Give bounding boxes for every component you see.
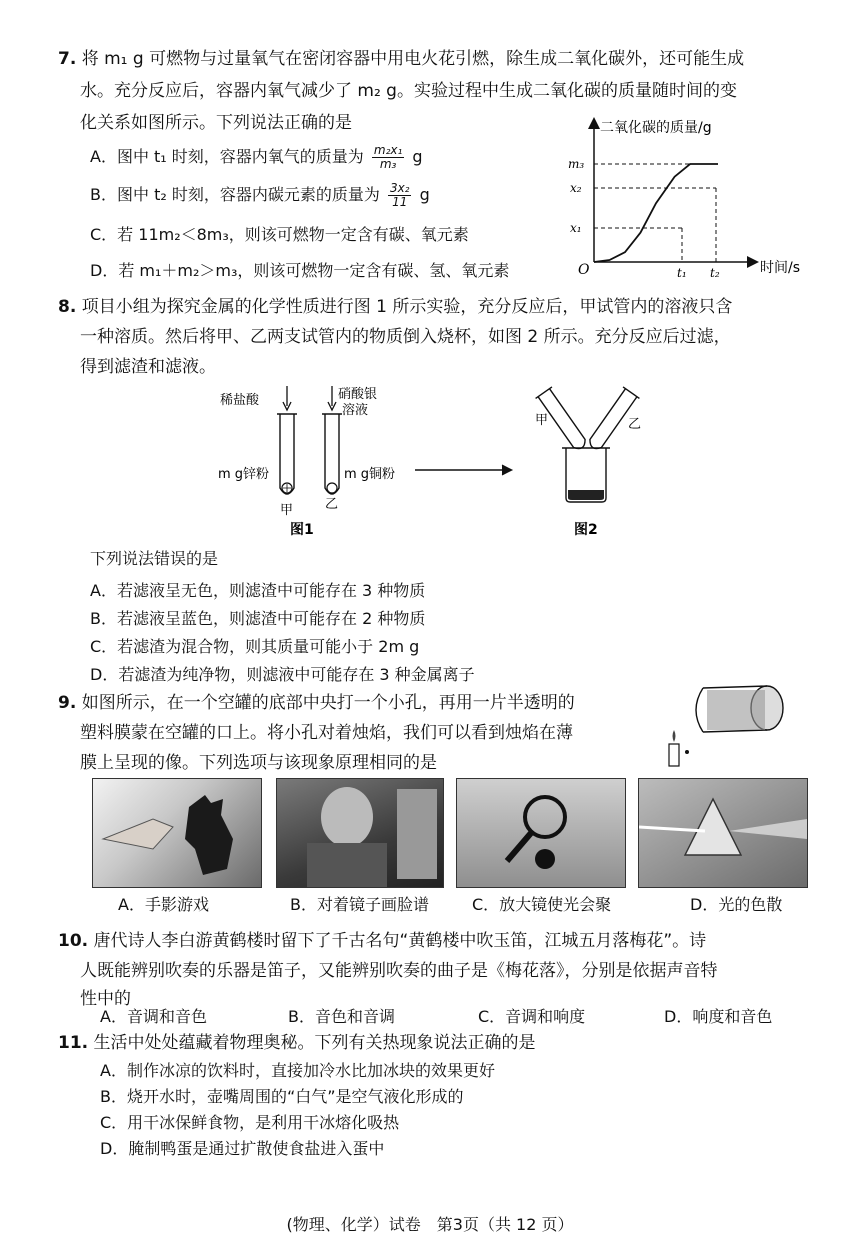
fig2-caption: 图2 (574, 522, 598, 538)
q8-line2: 一种溶质。然后将甲、乙两支试管内的物质倒入烧杯，如图 2 所示。充分反应后过滤， (80, 327, 731, 347)
fig1-copper-label: m g铜粉 (344, 467, 396, 482)
q7-b-numerator: 3x₂ (389, 181, 410, 195)
chart-xtick-t1: t₁ (677, 266, 687, 280)
fig2-tube-yi-label: 乙 (628, 417, 642, 432)
q11-option-b: B．烧开水时，壶嘴周围的“白气”是空气液化形成的 (100, 1087, 464, 1106)
photo-mirror-face-paint (276, 778, 444, 888)
q11-text-1: 生活中处处蕴藏着物理奥秘。下列有关热现象说法正确的是 (93, 1033, 536, 1053)
q9-line2: 塑料膜蒙在空罐的口上。将小孔对着烛焰，我们可以看到烛焰在薄 (80, 723, 573, 743)
q10-line3: 性中的 (80, 989, 131, 1009)
beaker (562, 448, 610, 502)
q8-line3: 得到滤渣和滤液。 (80, 357, 216, 377)
q11-option-d: D．腌制鸭蛋是通过扩散使食盐进入蛋中 (100, 1139, 385, 1158)
q9-option-b: B．对着镜子画脸谱 (290, 895, 429, 914)
chart-ytick-m3: m₃ (568, 157, 585, 171)
q7-b-fraction (388, 182, 412, 209)
chart-xtick-t2: t₂ (710, 266, 720, 280)
q7-b-unit: g (419, 185, 430, 204)
q7-b-text: B．图中 t₂ 时刻，容器内碳元素的质量为 (90, 185, 380, 204)
q8-option-b: B．若滤液呈蓝色，则滤渣中可能存在 2 种物质 (90, 609, 426, 628)
q10-option-a: A．音调和音色 (100, 1007, 207, 1026)
q7-a-text: A．图中 t₁ 时刻，容器内氧气的质量为 (90, 147, 364, 166)
q10-line1 (58, 930, 706, 952)
fig2-tube-jia-label: 甲 (535, 413, 549, 428)
photo-magnifier-focus (456, 778, 626, 888)
q9-text-1: 如图所示，在一个空罐的底部中央打一个小孔，再用一片半透明的 (81, 693, 575, 713)
q9-option-c: C．放大镜使光会聚 (472, 895, 612, 914)
page-footer: (物理、化学）试卷 第3页（共 12 页） (286, 1215, 574, 1234)
q8-option-a: A．若滤液呈无色，则滤渣中可能存在 3 种物质 (90, 581, 426, 600)
q7-option-d: D．若 m₁＋m₂＞m₃，则该可燃物一定含有碳、氢、氧元素 (90, 261, 510, 280)
q8-text-1: 项目小组为探究金属的化学性质进行图 1 所示实验，充分反应后，甲试管内的溶液只含 (81, 297, 733, 317)
q10-line2: 人既能辨别吹奏的乐器是笛子，又能辨别吹奏的曲子是《梅花落》，分别是依据声音特 (80, 961, 718, 981)
q8-stem: 下列说法错误的是 (90, 549, 219, 568)
q7-number: 7. (58, 49, 77, 69)
q8-figures (190, 378, 670, 538)
test-tube-yi (322, 414, 342, 494)
photo-hand-shadow (92, 778, 262, 888)
chart-origin: O (578, 262, 590, 278)
co2-mass-chart (560, 112, 810, 287)
q10-text-1: 唐代诗人李白游黄鹤楼时留下了千古名句“黄鹤楼中吹玉笛，江城五月落梅花”。诗 (93, 931, 707, 951)
fig1-tube-yi-label: 乙 (325, 497, 339, 512)
q10-option-c: C．音调和响度 (478, 1007, 586, 1026)
q9-number: 9. (58, 693, 77, 713)
q7-a-denominator: m₃ (379, 157, 397, 171)
q10-option-b: B．音色和音调 (288, 1007, 395, 1026)
chart-y-label: 二氧化碳的质量/g (600, 120, 712, 136)
q9-line1 (58, 692, 575, 714)
pinhole-can-illustration (655, 682, 805, 772)
q7-line2: 水。充分反应后，容器内氧气减少了 m₂ g。实验过程中生成二氧化碳的质量随时间的变 (80, 81, 737, 101)
q10-number: 10. (58, 931, 89, 951)
photo-light-dispersion (638, 778, 808, 888)
fig1-agno3-label-1: 硝酸银 (338, 387, 378, 402)
test-tube-jia (277, 414, 297, 494)
q7-line3: 化关系如图所示。下列说法正确的是 (80, 113, 352, 133)
q11-line1 (58, 1032, 536, 1054)
chart-ytick-x2: x₂ (570, 181, 582, 195)
q7-a-numerator: m₂x₁ (373, 143, 403, 157)
q7-option-c: C．若 11m₂＜8m₃，则该可燃物一定含有碳、氧元素 (90, 225, 469, 244)
q7-a-fraction (372, 144, 404, 171)
q10-option-d: D．响度和音色 (664, 1007, 773, 1026)
q11-option-a: A．制作冰凉的饮料时，直接加冷水比加冰块的效果更好 (100, 1061, 495, 1080)
q7-option-a (90, 144, 423, 171)
q8-option-d: D．若滤渣为纯净物，则滤液中可能存在 3 种金属离子 (90, 665, 475, 684)
fig1-zinc-label: m g锌粉 (218, 467, 270, 482)
q9-option-d: D．光的色散 (690, 895, 783, 914)
fig1-caption: 图1 (290, 522, 314, 538)
q7-b-denominator: 11 (392, 195, 408, 209)
q7-option-b (90, 182, 430, 209)
fig1-tube-jia-label: 甲 (280, 503, 294, 518)
q11-number: 11. (58, 1033, 89, 1053)
chart-ytick-x1: x₁ (570, 221, 582, 235)
q11-option-c: C．用干冰保鲜食物，是利用干冰熔化吸热 (100, 1113, 400, 1132)
chart-x-label: 时间/s (760, 260, 801, 276)
fig1-hcl-label: 稀盐酸 (220, 393, 260, 408)
q7-a-unit: g (412, 147, 423, 166)
q9-line3: 膜上呈现的像。下列选项与该现象原理相同的是 (80, 753, 437, 773)
q7-text-1: 将 m₁ g 可燃物与过量氧气在密闭容器中用电火花引燃，除生成二氧化碳外，还可能生成 (81, 49, 745, 69)
q8-line1 (58, 296, 732, 318)
co2-mass-curve (594, 164, 718, 262)
q8-number: 8. (58, 297, 77, 317)
q7-line1 (58, 48, 744, 70)
fig1-agno3-label-2: 溶液 (342, 403, 369, 418)
q8-option-c: C．若滤渣为混合物，则其质量可能小于 2m g (90, 637, 420, 656)
q9-option-a: A．手影游戏 (118, 895, 209, 914)
